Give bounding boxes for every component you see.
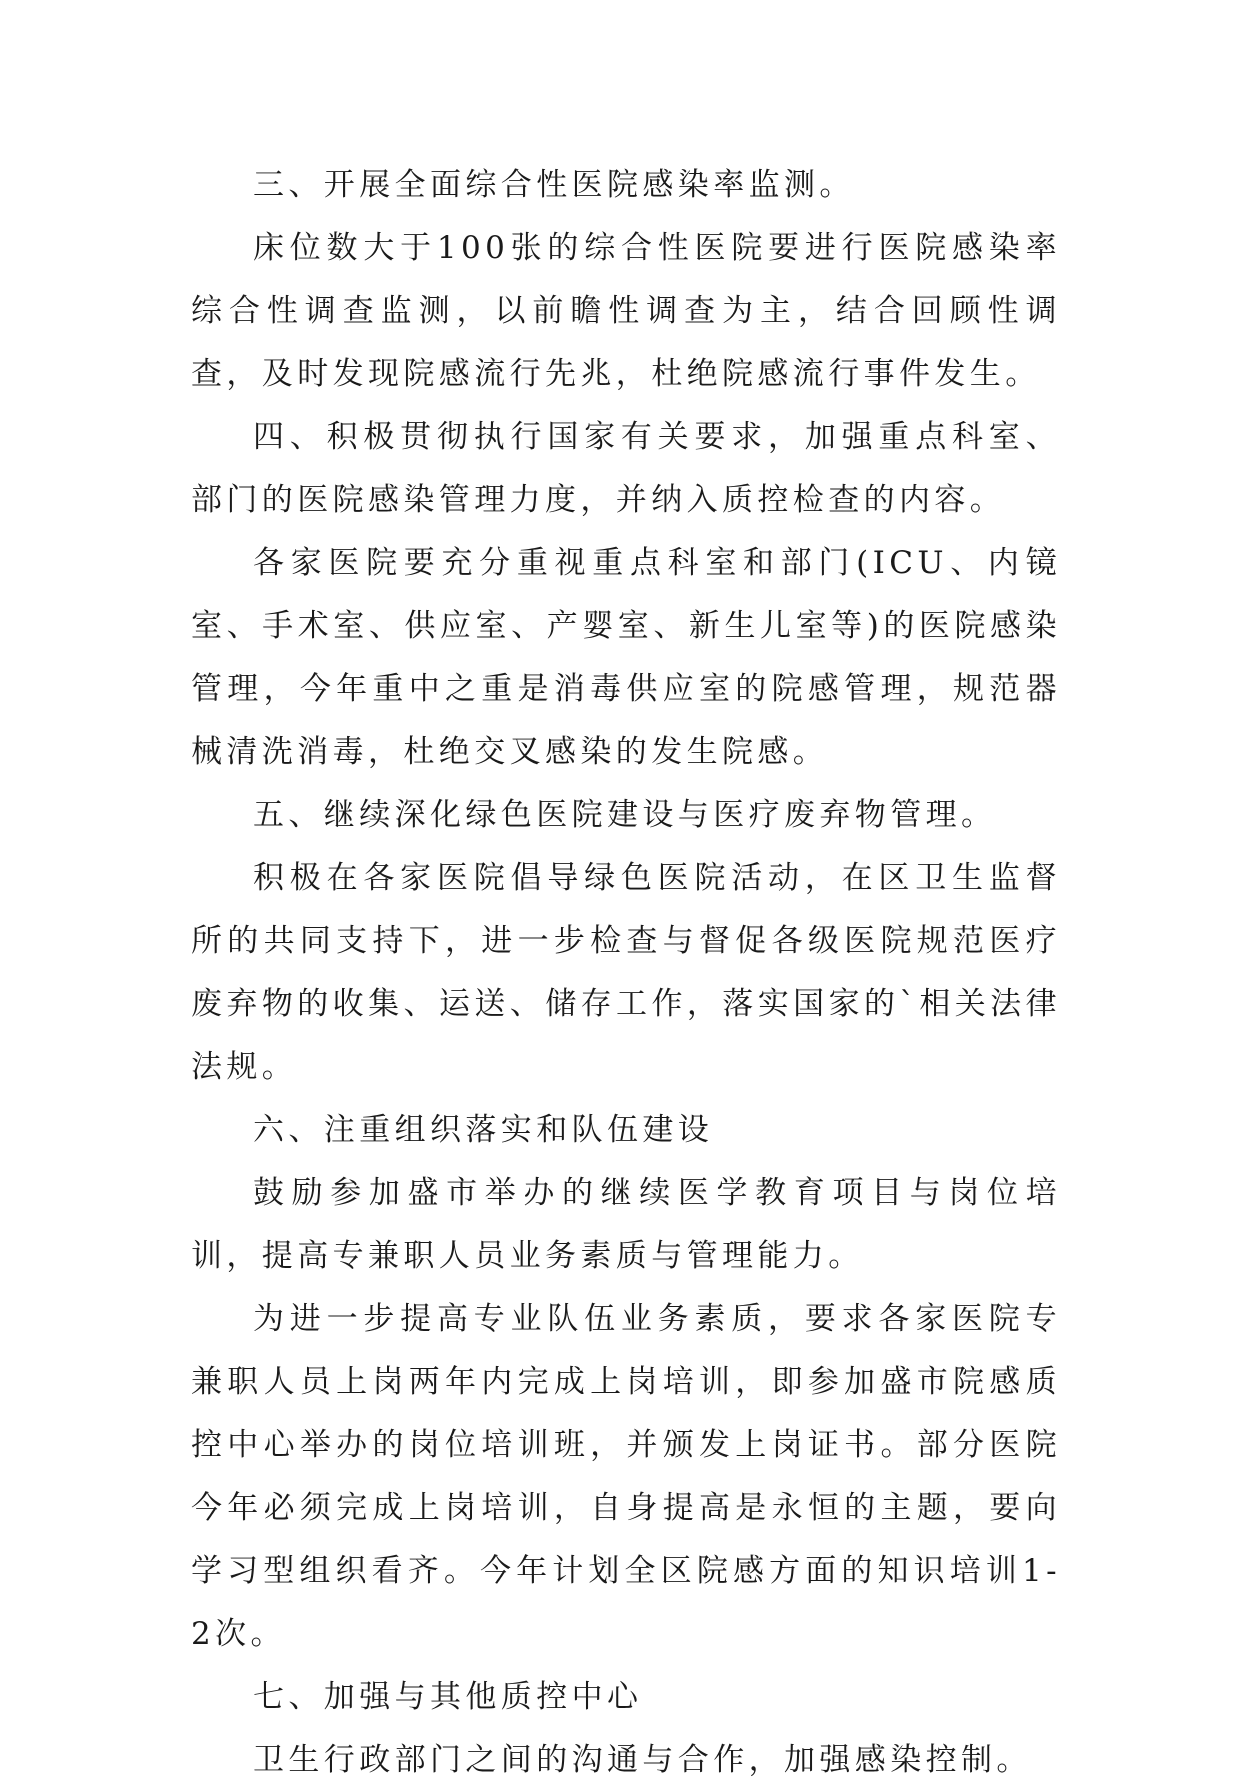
paragraph: 为进一步提高专业队伍业务素质，要求各家医院专兼职人员上岗两年内完成上岗培训，即参加盛市院感质控中心举办的岗位培训班，并颁发上岗证书。部分医院今年必须完成上岗培训，自身提高是永恒的主题，要向学习型组织看齐。今年计划全区院感方面的知识培训1-2次。 bbox=[191, 1301, 1061, 1652]
section-heading-5: 五、继续深化绿色医院建设与医疗废弃物管理。 bbox=[253, 797, 997, 833]
section-heading-7: 七、加强与其他质控中心 bbox=[253, 1679, 643, 1715]
paragraph: 卫生行政部门之间的沟通与合作，加强感染控制。 bbox=[253, 1742, 1032, 1778]
paragraph: 积极在各家医院倡导绿色医院活动，在区卫生监督所的共同支持下，进一步检查与督促各级医院规范医疗废弃物的收集、运送、储存工作，落实国家的`相关法律法规。 bbox=[191, 860, 1061, 1085]
paragraph: 各家医院要充分重视重点科室和部门(ICU、内镜室、手术室、供应室、产婴室、新生儿室等)的医院感染管理，今年重中之重是消毒供应室的院感管理，规范器械清洗消毒，杜绝交叉感染的发生院感。 bbox=[191, 545, 1061, 770]
section-heading-4: 四、积极贯彻执行国家有关要求，加强重点科室、部门的医院感染管理力度，并纳入质控检查的内容。 bbox=[191, 419, 1061, 518]
document-body bbox=[191, 154, 1061, 1792]
paragraph: 床位数大于100张的综合性医院要进行医院感染率综合性调查监测，以前瞻性调查为主，结合回顾性调查，及时发现院感流行先兆，杜绝院感流行事件发生。 bbox=[191, 230, 1061, 392]
paragraph: 鼓励参加盛市举办的继续医学教育项目与岗位培训，提高专兼职人员业务素质与管理能力。 bbox=[191, 1175, 1061, 1274]
section-heading-6: 六、注重组织落实和队伍建设 bbox=[253, 1112, 714, 1148]
section-heading-3: 三、开展全面综合性医院感染率监测。 bbox=[253, 167, 855, 203]
